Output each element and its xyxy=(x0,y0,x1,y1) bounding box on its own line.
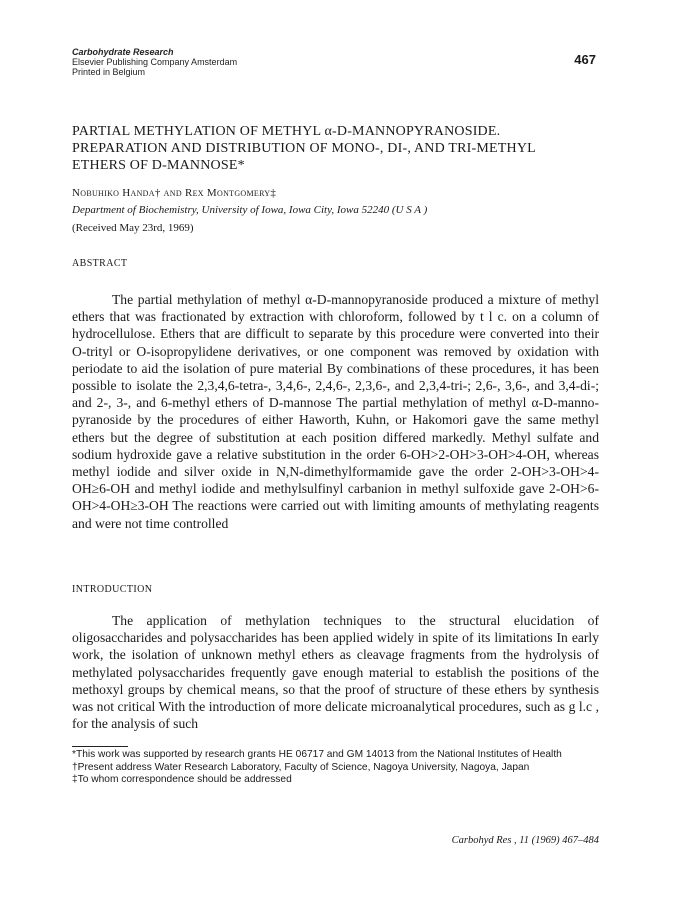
abstract-heading: ABSTRACT xyxy=(72,258,128,269)
abstract-body xyxy=(72,291,599,532)
footnote-present-address: †Present address Water Research Laboratory, Faculty of Science, Nagoya University, Nagoya, Japan xyxy=(72,761,530,773)
publisher-name: Elsevier Publishing Company Amsterdam xyxy=(72,57,238,67)
introduction-paragraph: The application of methylation techniques to the structural elucidation of oligosaccharides and polysaccharides has been applied widely in spite of its limitations In early work, the isolation of unknown methyl ethers as cleavage fragments from the hydrolysis of methylated polysaccharides frequently gave enough material to establish the positions of the methoxyl groups by chemical means, so that the proof of structure of these ethers by synthesis was not critical With the introduction of more delicate microanalytical procedures, such as g l.c , for the analysis of such xyxy=(72,613,599,732)
footnote-divider xyxy=(72,746,128,747)
printed-location: Printed in Belgium xyxy=(72,67,146,77)
article-title: PARTIAL METHYLATION OF METHYL α-D-MANNOPYRANOSIDE. PREPARATION AND DISTRIBUTION OF MONO-, DI-, AND TRI-METHYL ETHERS OF D-MANNOSE* xyxy=(72,124,536,173)
received-date: (Received May 23rd, 1969) xyxy=(72,222,194,234)
journal-name: Carbohydrate Research xyxy=(72,47,174,57)
affiliation: Department of Biochemistry, University of Iowa, Iowa City, Iowa 52240 (U S A ) xyxy=(72,204,428,216)
publisher-block xyxy=(72,47,237,77)
page-number: 467 xyxy=(574,52,596,67)
footnote-funding: *This work was supported by research grants HE 06717 and GM 14013 from the National Institutes of Health xyxy=(72,749,562,760)
introduction-heading: INTRODUCTION xyxy=(72,584,153,595)
footnote-correspondence: ‡To whom correspondence should be addressed xyxy=(72,774,292,786)
footnotes xyxy=(72,749,599,787)
author-line: Nobuhiko Handa† and Rex Montgomery‡ xyxy=(72,187,277,199)
journal-citation: Carbohyd Res , 11 (1969) 467–484 xyxy=(451,835,599,846)
abstract-paragraph: The partial methylation of methyl α-D-mannopyranoside produced a mixture of methyl ethers that was fractionated by extraction with chloroform, followed by t l c. on a column of hydrocellulose. Ethers that are difficult to separate by this procedure were converted into their O-trityl or O-isopropylidene derivatives, or one component was removed by oxidation with periodate to aid the isolation of pure material By combinations of these procedures, it has been possible to isolate the 2,3,4,6-tetra-, 3,4,6-, 2,4,6-, 2,3,6-, and 2,3,4-tri-; 2,6-, 3,6-, and 3,4-di-; and 2-, 3-, and 6-methyl ethers of D-mannose The partial methylation of methyl α-D-manno-pyranoside by the procedures of either Haworth, Kuhn, or Hakomori gave the same methyl ethers but the degree of substitution at each position differed markedly. Methyl sulfate and sodium hydroxide gave a relative substitution in the order 6-OH>2-OH>3-OH>4-OH, whereas methyl iodide and silver oxide in N,N-dimethylformamide gave the order 2-OH>3-OH>4-OH≥6-OH and methyl iodide and methylsulfinyl carbanion in methyl sulfoxide gave 2-OH>6-OH>4-OH≥3-OH The reactions were carried out with limiting amounts of methylating reagents and were not time controlled xyxy=(72,292,599,531)
introduction-body xyxy=(72,612,599,732)
